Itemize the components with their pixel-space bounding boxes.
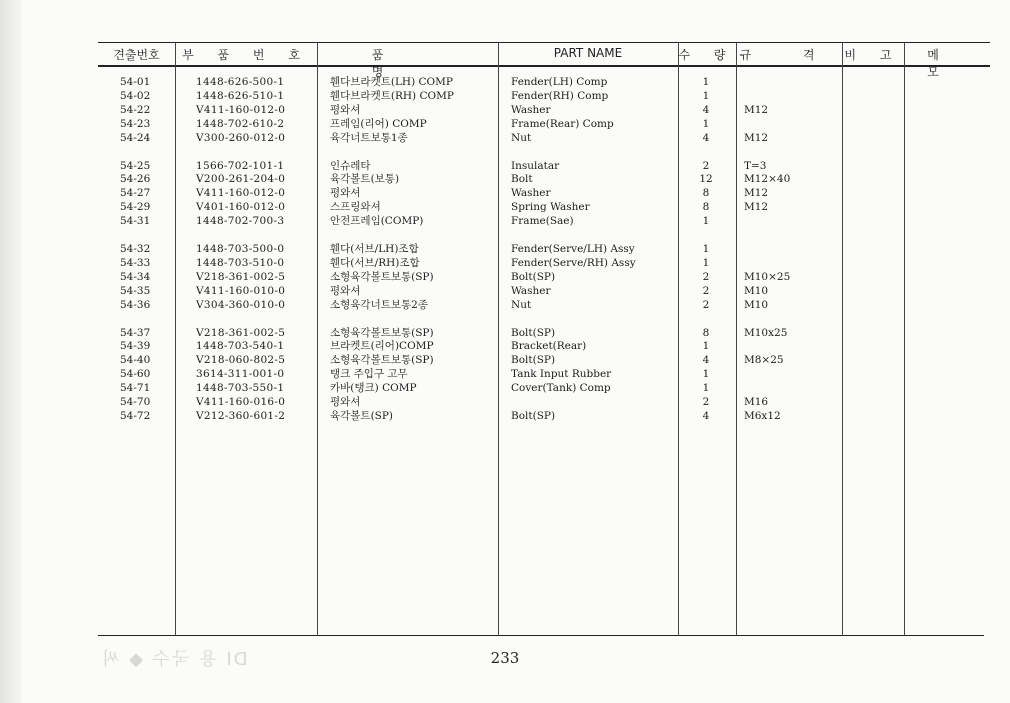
table-row [98, 186, 990, 200]
table-top-rule [98, 42, 990, 43]
part-name-cell: Bolt(SP) [511, 354, 556, 367]
korean-name-cell: 평와셔 [330, 103, 361, 116]
header-part-name: PART NAME [553, 46, 623, 60]
table-row [98, 353, 990, 367]
quantity-cell: 4 [702, 131, 710, 144]
part-number-cell: V212-360-601-2 [196, 409, 286, 422]
quantity-cell: 2 [702, 284, 710, 297]
quantity-cell: 8 [702, 187, 710, 200]
part-name-cell: Fender(Serve/LH) Assy [511, 243, 635, 255]
table-row [98, 256, 990, 270]
korean-name-cell: 탱크 주입구 고무 [330, 368, 408, 381]
table-row [98, 395, 990, 409]
spec-cell: M8×25 [744, 354, 784, 367]
part-name-cell: Frame(Rear) Comp [511, 117, 614, 130]
index-number-cell: 54-22 [120, 103, 151, 116]
part-number-cell: V411-160-010-0 [196, 284, 286, 297]
table-row [98, 131, 990, 145]
spec-cell: M10 [744, 298, 769, 311]
table-row [98, 381, 990, 395]
quantity-cell: 2 [702, 159, 710, 172]
part-number-cell: V218-060-802-5 [196, 354, 286, 367]
table-row [98, 339, 990, 353]
part-number-cell: V411-160-012-0 [196, 103, 286, 116]
index-number-cell: 54-71 [120, 382, 151, 395]
korean-name-cell: 육각너트보통1종 [330, 131, 408, 144]
part-number-cell: 1448-626-510-1 [196, 89, 285, 102]
quantity-cell: 4 [702, 103, 710, 116]
header-spec: 규 격 [739, 48, 839, 62]
spec-cell: T=3 [744, 159, 767, 172]
quantity-cell: 1 [702, 243, 710, 255]
table-row [98, 367, 990, 381]
part-name-cell: Nut [511, 298, 532, 311]
quantity-cell: 4 [702, 354, 710, 367]
korean-name-cell: 카바(탱크) COMP [330, 382, 417, 395]
part-number-cell: V300-260-012-0 [196, 131, 286, 144]
spec-cell: M12×40 [744, 173, 791, 186]
korean-name-cell: 육각볼트(보통) [330, 173, 400, 186]
part-number-cell: 1566-702-101-1 [196, 159, 285, 172]
index-number-cell: 54-72 [120, 409, 151, 422]
korean-name-cell: 프레임(리어) COMP [330, 117, 427, 130]
index-number-cell: 54-24 [120, 131, 151, 144]
part-number-cell: V200-261-204-0 [196, 173, 286, 186]
part-number-cell: 1448-703-550-1 [196, 382, 285, 395]
part-name-cell: Washer [511, 103, 551, 116]
part-number-cell: V218-361-002-5 [196, 270, 286, 283]
quantity-cell: 12 [699, 173, 713, 186]
korean-name-cell: 휀다브라켓트(RH) COMP [330, 89, 454, 102]
index-number-cell: 54-23 [120, 117, 151, 130]
quantity-cell: 1 [702, 340, 710, 353]
korean-name-cell: 인슈레타 [330, 159, 371, 172]
korean-name-cell: 안전프레임(COMP) [330, 215, 424, 228]
index-number-cell: 54-27 [120, 187, 151, 200]
part-name-cell: Bracket(Rear) [511, 340, 587, 353]
table-row [98, 200, 990, 214]
korean-name-cell: 브라켓트(리어)COMP [330, 340, 434, 353]
index-number-cell: 54-39 [120, 340, 151, 353]
spec-cell: M12 [744, 187, 769, 200]
quantity-cell: 1 [702, 215, 710, 228]
table-row [98, 284, 990, 298]
bleed-through-text: DI 용 국수 ◆ 씨 [100, 649, 248, 670]
table-row [98, 298, 990, 312]
index-number-cell: 54-29 [120, 201, 151, 214]
spec-cell: M10x25 [744, 326, 788, 339]
quantity-cell: 2 [702, 396, 710, 408]
part-name-cell: Spring Washer [511, 201, 590, 214]
korean-name-cell: 평와셔 [330, 396, 361, 408]
quantity-cell: 2 [702, 270, 710, 283]
part-name-cell: Insulatar [511, 159, 560, 172]
index-number-cell: 54-35 [120, 284, 151, 297]
quantity-cell: 4 [702, 409, 710, 422]
table-row [98, 159, 990, 173]
parts-table [98, 42, 990, 636]
table-row [98, 89, 990, 103]
table-row [98, 326, 990, 340]
header-korean-name: 품 명 [371, 48, 444, 79]
part-name-cell: Tank Input Rubber [511, 368, 612, 381]
spec-cell: M10 [744, 284, 769, 297]
quantity-cell: 1 [702, 76, 710, 88]
part-number-cell: 1448-702-700-3 [196, 215, 285, 228]
korean-name-cell: 휀다(서브/LH)조합 [330, 243, 419, 255]
part-name-cell: Frame(Sae) [511, 215, 574, 228]
index-number-cell: 54-33 [120, 256, 151, 269]
korean-name-cell: 소형육각볼트보통(SP) [330, 326, 434, 339]
header-rule [98, 65, 990, 67]
spec-cell: M12 [744, 103, 769, 116]
table-row [98, 117, 990, 131]
korean-name-cell: 소형육각너트보통2종 [330, 298, 428, 311]
quantity-cell: 8 [702, 201, 710, 214]
table-row [98, 409, 990, 423]
header-note: 비 고 [844, 48, 902, 62]
part-number-cell: V218-361-002-5 [196, 326, 286, 339]
index-number-cell: 54-40 [120, 354, 151, 367]
table-bottom-rule [98, 635, 984, 636]
part-name-cell: Bolt [511, 173, 533, 186]
index-number-cell: 54-70 [120, 396, 151, 408]
index-number-cell: 54-26 [120, 173, 151, 186]
part-name-cell: Washer [511, 187, 551, 200]
part-name-cell: Bolt(SP) [511, 326, 556, 339]
quantity-cell: 1 [702, 256, 710, 269]
table-row [98, 214, 990, 228]
index-number-cell: 54-36 [120, 298, 151, 311]
spec-cell: M6x12 [744, 409, 781, 422]
part-name-cell: Cover(Tank) Comp [511, 382, 611, 395]
index-number-cell: 54-02 [120, 89, 151, 102]
part-name-cell: Fender(LH) Comp [511, 76, 608, 88]
index-number-cell: 54-32 [120, 243, 151, 255]
quantity-cell: 1 [702, 117, 710, 130]
index-number-cell: 54-60 [120, 368, 151, 381]
part-name-cell: Nut [511, 131, 532, 144]
table-row [98, 242, 990, 256]
part-number-cell: V411-160-012-0 [196, 187, 286, 200]
korean-name-cell: 휀다(서브/RH)조합 [330, 256, 420, 269]
quantity-cell: 1 [702, 89, 710, 102]
part-name-cell: Washer [511, 284, 551, 297]
part-number-cell: 1448-703-510-0 [196, 256, 285, 269]
header-memo: 메 모 [927, 48, 967, 79]
header-part-number: 부 품 번 호 [182, 48, 310, 62]
korean-name-cell: 소형육각볼트보통(SP) [330, 354, 434, 367]
korean-name-cell: 육각볼트(SP) [330, 409, 394, 422]
spec-cell: M10×25 [744, 270, 791, 283]
part-number-cell: 1448-703-500-0 [196, 243, 285, 255]
part-number-cell: V304-360-010-0 [196, 298, 286, 311]
index-number-cell: 54-01 [120, 76, 151, 88]
index-number-cell: 54-25 [120, 159, 151, 172]
page-binding-edge [0, 0, 22, 703]
table-row [98, 172, 990, 186]
index-number-cell: 54-34 [120, 270, 151, 283]
part-number-cell: 1448-626-500-1 [196, 76, 285, 88]
part-number-cell: V411-160-016-0 [196, 396, 286, 408]
quantity-cell: 1 [702, 382, 710, 395]
korean-name-cell: 소형육각볼트보통(SP) [330, 270, 434, 283]
header-index-no: 견출번호 [113, 48, 160, 62]
part-number-cell: 3614-311-001-0 [196, 368, 285, 381]
header-quantity: 수 량 [678, 48, 736, 62]
page-number: 233 [490, 649, 520, 667]
korean-name-cell: 휀다브라켓트(LH) COMP [330, 76, 453, 88]
quantity-cell: 2 [702, 298, 710, 311]
part-number-cell: V401-160-012-0 [196, 201, 286, 214]
table-row [98, 270, 990, 284]
spec-cell: M16 [744, 396, 769, 408]
index-number-cell: 54-31 [120, 215, 151, 228]
spec-cell: M12 [744, 131, 769, 144]
part-name-cell: Fender(RH) Comp [511, 89, 609, 102]
index-number-cell: 54-37 [120, 326, 151, 339]
korean-name-cell: 스프링와셔 [330, 201, 381, 214]
table-row [98, 103, 990, 117]
korean-name-cell: 평와셔 [330, 187, 361, 200]
spec-cell: M12 [744, 201, 769, 214]
table-row [98, 75, 990, 89]
part-name-cell: Bolt(SP) [511, 409, 556, 422]
korean-name-cell: 평와셔 [330, 284, 361, 297]
part-name-cell: Bolt(SP) [511, 270, 556, 283]
part-name-cell: Fender(Serve/RH) Assy [511, 256, 636, 269]
quantity-cell: 1 [702, 368, 710, 381]
part-number-cell: 1448-703-540-1 [196, 340, 285, 353]
part-number-cell: 1448-702-610-2 [196, 117, 285, 130]
quantity-cell: 8 [702, 326, 710, 339]
